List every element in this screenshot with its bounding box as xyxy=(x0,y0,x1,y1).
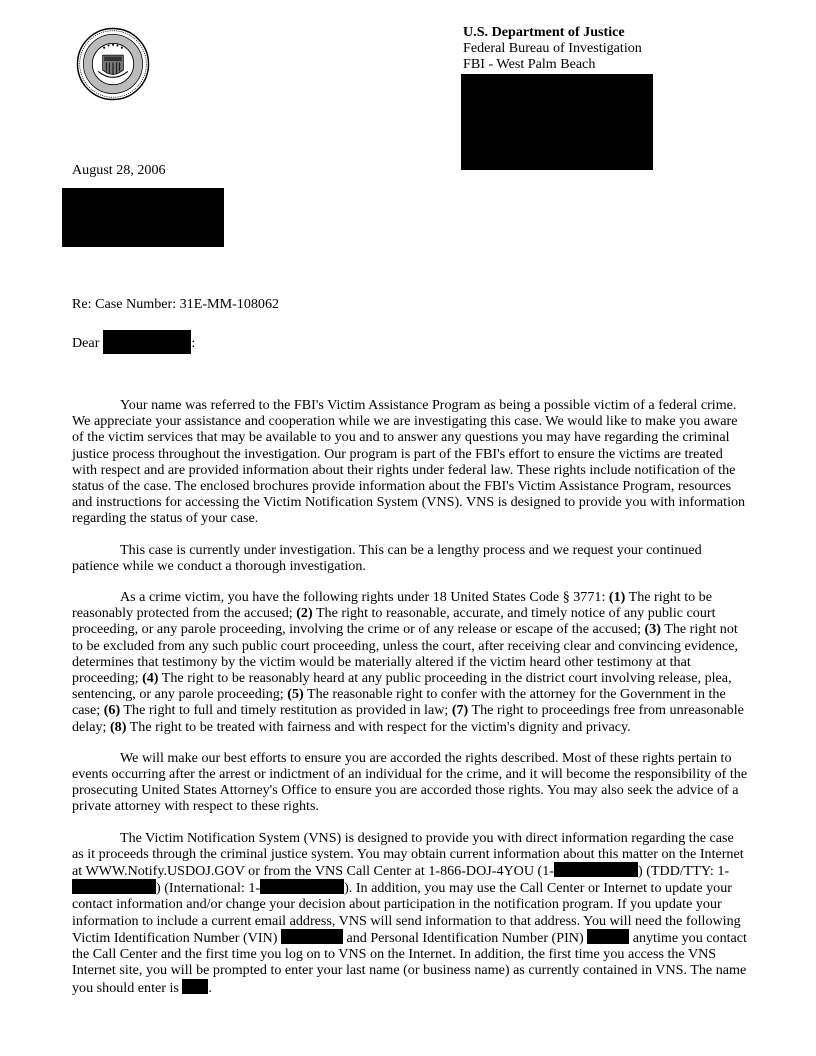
vns-text: ) (International: 1- xyxy=(156,880,261,897)
right-number: (4) xyxy=(142,670,159,687)
vns-text: . xyxy=(208,979,212,996)
right-text: The right not to be excluded from any such public court proceeding, unless the court, after receiving clear and convincing evidence, determines that testimony by the victim would be materially altered if the victim heard other testimony at that proceeding; xyxy=(72,621,739,687)
right-text: The right to be treated with fairness and with respect for the victim's dignity and privacy. xyxy=(126,718,631,735)
redacted-last-name xyxy=(182,979,208,994)
right-text: The right to reasonable, accurate, and timely notice of any public court proceeding, or any parole proceeding, involving the crime or of any release or escape of the accused; xyxy=(72,605,716,638)
right-text: The right to proceedings free from unreasonable delay; xyxy=(72,702,744,735)
paragraph-rights xyxy=(72,589,748,735)
redacted-address-block xyxy=(461,74,653,170)
vns-text: anytime you contact the Call Center and the first time you log on to VNS on the Internet. In addition, the first time you access the VNS Internet site, you will be prompted to enter your last name (or business name) as currently contained in VNS. The name you should enter is xyxy=(72,929,747,996)
right-number: (5) xyxy=(287,686,304,703)
right-number: (6) xyxy=(103,702,121,719)
right-number: (1) xyxy=(608,589,626,606)
right-text: The right to be reasonably heard at any public proceeding in the district court involving release, plea, sentencing, or any parole proceeding; xyxy=(72,670,732,703)
right-number: (7) xyxy=(451,702,469,719)
redacted-recipient-block xyxy=(62,188,224,247)
right-text: The right to be reasonably protected from the accused; xyxy=(72,589,712,622)
salutation xyxy=(72,330,195,354)
department-name: U.S. Department of Justice xyxy=(463,24,625,40)
paragraph-efforts: We will make our best efforts to ensure you are accorded the rights described. Most of these rights pertain to events occurring after the arrest or indictment of an individual for the crime, and it will become the responsibility of the prosecuting United States Attorney's Office to ensure you are accorded those rights. You may also seek the advice of a private attorney with respect to these rights. xyxy=(72,749,748,815)
salutation-suffix: : xyxy=(191,335,196,351)
redacted-vin xyxy=(281,929,343,944)
vns-text: The Victim Notification System (VNS) is designed to provide you with direct information regarding the case as it proceeds through the criminal justice system. You may obtain current information about this matter on the Internet at WWW.Notify.USDOJ.GOV or from the VNS Call Center at 1-866-DOJ-4YOU (1- xyxy=(72,829,744,880)
redacted-name xyxy=(103,330,191,354)
redacted-intl-phone xyxy=(260,879,344,894)
office-name: FBI - West Palm Beach xyxy=(463,56,596,72)
redacted-phone xyxy=(554,862,638,877)
letter-body xyxy=(72,397,748,1011)
fbi-seal xyxy=(76,27,150,101)
right-text: The right to full and timely restitution as provided in law; xyxy=(120,702,452,719)
salutation-prefix: Dear xyxy=(72,335,100,351)
vns-text: ). In addition, you may use the Call Center or Internet to update your contact information and/or change your decision about participation in the notification program. If you update your information to include a current email address, VNS will send information to that address. You will need the following Victim Identification Number (VIN) xyxy=(72,880,741,946)
right-text: The reasonable right to confer with the attorney for the Government in the case; xyxy=(72,686,726,719)
case-number-line: Re: Case Number: 31E-MM-108062 xyxy=(72,296,280,312)
letterhead xyxy=(463,24,642,72)
paragraph-program: Your name was referred to the FBI's Victim Assistance Program as being a possible victim of a federal crime. We appreciate your assistance and cooperation while we are investigating this case. We would like to make you aware of the victim services that may be available to you and to answer any questions you may have regarding the criminal justice process throughout the investigation. Our program is part of the FBI's effort to ensure the victims are treated with respect and are provided information about their rights under federal law. These rights include notification of the status of the case. The enclosed brochures provide information about the FBI's Victim Assistance Program, resources and instructions for accessing the Victim Notification System (VNS). VNS is designed to provide you with information regarding the status of your case. xyxy=(72,397,746,527)
paragraph-status: This case is currently under investigation. This can be a lengthy process and we request your continued patience while we conduct a thorough investigation. xyxy=(72,541,702,574)
right-number: (8) xyxy=(109,718,127,735)
letter-date: August 28, 2006 xyxy=(72,162,166,178)
rights-intro: As a crime victim, you have the following rights under 18 United States Code § 3771: xyxy=(120,589,609,606)
paragraph-vns xyxy=(72,830,748,996)
right-number: (2) xyxy=(296,605,313,622)
redacted-tdd-phone xyxy=(72,879,156,894)
right-number: (3) xyxy=(644,621,661,638)
redacted-pin xyxy=(587,929,629,944)
bureau-name: Federal Bureau of Investigation xyxy=(463,40,642,56)
vns-text: and Personal Identification Number (PIN) xyxy=(342,929,588,946)
vns-text: ) (TDD/TTY: 1- xyxy=(638,863,730,880)
